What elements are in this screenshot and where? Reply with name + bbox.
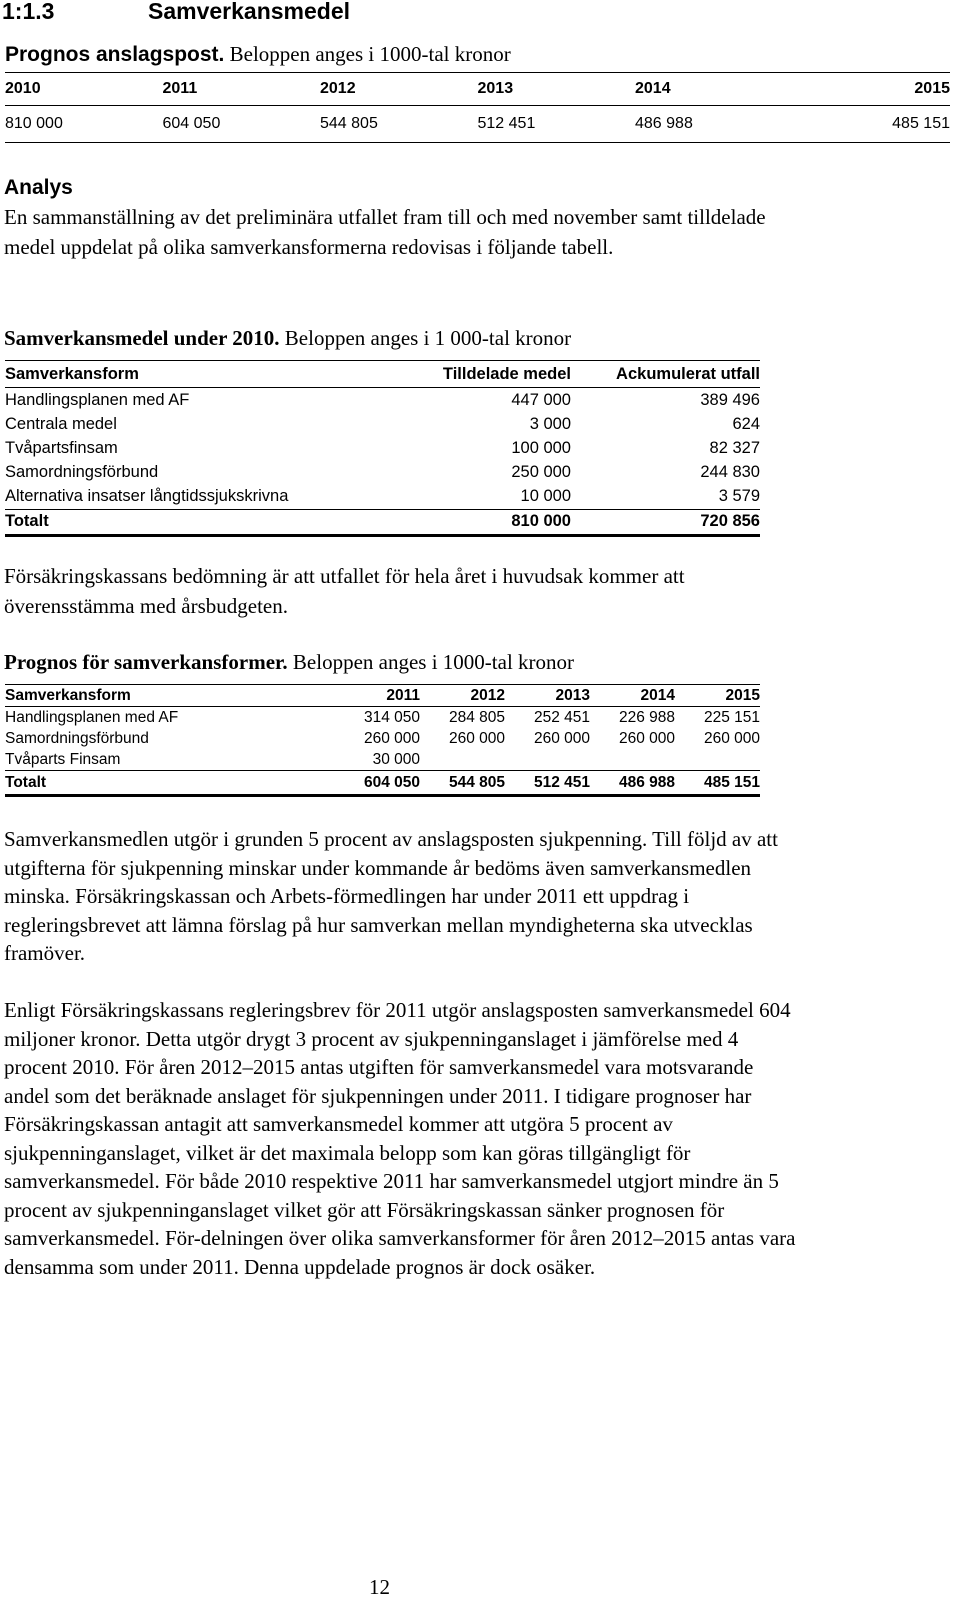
table-cell: 260 000 <box>703 729 760 747</box>
column-header: 2012 <box>420 685 505 707</box>
table-total-row <box>5 771 760 796</box>
table-header-row <box>5 73 950 106</box>
prognos-caption <box>4 650 574 675</box>
anslagspost-table <box>5 72 950 143</box>
section-number: 1:1.3 <box>2 0 55 24</box>
table-cell: 226 988 <box>618 708 675 726</box>
table-cell: 284 805 <box>448 708 505 726</box>
table-cell: 486 988 <box>590 771 675 796</box>
table2010-caption <box>4 326 571 351</box>
column-header: 2010 <box>5 73 163 106</box>
column-header: 2011 <box>163 73 321 106</box>
table2010-caption-rest: Beloppen anges i 1 000-tal kronor <box>279 326 572 350</box>
table-row <box>5 412 760 436</box>
table-cell: 544 805 <box>320 106 478 143</box>
table-row <box>5 436 760 460</box>
table-cell: Samordningsförbund <box>5 729 149 747</box>
table-cell <box>675 749 760 771</box>
table-row <box>5 485 760 510</box>
table-cell: Tvåpartsfinsam <box>5 438 118 457</box>
table-cell: Alternativa insatser långtidssjukskrivna <box>5 487 289 506</box>
table-cell: 260 000 <box>448 729 505 747</box>
table-cell: 485 151 <box>793 106 951 143</box>
table-cell: 260 000 <box>533 729 590 747</box>
table-cell: 485 151 <box>675 771 760 796</box>
table-row <box>5 749 760 771</box>
body-paragraph-1: Samverkansmedlen utgör i grunden 5 procent av anslagsposten sjukpenning. Till följd av att utgifterna för sjukpenning minskar under kommande år bedöms även samverkansmedlen minska. Försäkringskassan och Arbets-förmedlingen har under 2011 ett uppdrag i regleringsbrevet att lämna förslag på hur samverkan mellan myndigheterna ska utvecklas framöver. <box>4 827 778 965</box>
column-header: 2011 <box>335 685 420 707</box>
table-cell: 314 050 <box>363 708 420 726</box>
bedomning-paragraph: Försäkringskassans bedömning är att utfallet för hela året i huvudsak kommer att överensstämma med årsbudgeten. <box>4 564 685 618</box>
anslagspost-caption <box>5 42 511 67</box>
table-header-row <box>5 361 760 388</box>
section-title: Samverkansmedel <box>148 0 351 24</box>
table-cell: Centrala medel <box>5 414 117 433</box>
page-number: 12 <box>369 1575 390 1599</box>
column-header: 2012 <box>320 73 478 106</box>
table-cell: 260 000 <box>363 729 420 747</box>
table-cell: 447 000 <box>511 390 571 409</box>
table-cell: 544 805 <box>420 771 505 796</box>
table-cell <box>420 749 505 771</box>
table-cell: Totalt <box>5 509 385 535</box>
table-cell: 624 <box>732 414 760 433</box>
table-cell: 10 000 <box>520 487 571 506</box>
column-header: 2014 <box>635 73 793 106</box>
anslagspost-caption-bold: Prognos anslagspost. <box>5 43 225 66</box>
table-cell: 100 000 <box>511 438 571 457</box>
table-cell: 486 988 <box>635 106 793 143</box>
column-header: 2015 <box>793 73 951 106</box>
table-total-row <box>5 509 760 535</box>
table-cell: Samordningsförbund <box>5 463 159 482</box>
table-cell: 82 327 <box>709 438 760 457</box>
table-row <box>5 461 760 485</box>
table-cell: 512 451 <box>478 106 636 143</box>
table2010-caption-bold: Samverkansmedel under 2010. <box>4 326 280 350</box>
table-cell: 512 451 <box>505 771 590 796</box>
analys-paragraph: En sammanställning av det preliminära utfallet fram till och med november samt tilldelade medel uppdelat på olika samverkansformerna redovisas i följande tabell. <box>4 205 766 259</box>
anslagspost-caption-rest: Beloppen anges i 1000-tal kronor <box>224 42 511 66</box>
table-cell: 260 000 <box>618 729 675 747</box>
table-row <box>5 728 760 749</box>
table-cell: 604 050 <box>163 106 321 143</box>
column-header: 2013 <box>505 685 590 707</box>
table-row <box>5 388 760 413</box>
body-paragraph-2: Enligt Försäkringskassans regleringsbrev för 2011 utgör anslagsposten samverkansmedel 604 miljoner kronor. Detta utgör drygt 3 procent av sjukpenninganslaget i jämförelse med 4 procent 2010. För åren 2012–2015 antas utgiften för samverkansmedel vara motsvarande andel som det beräknade anslaget för sjukpenningen under 2011. I tidigare prognoser har Försäkringskassan antagit att samverkansmedel kommer att utgöra 5 procent av sjukpenninganslaget, vilket är det maximala belopp som kan göras tillgängligt för samverkansmedel. För både 2010 respektive 2011 har samverkansmedel utgjort mindre än 5 procent av sjukpenninganslaget vilket gör att Försäkringskassan sänker prognosen för samverkansmedel. För-delningen över olika samverkansformer för åren 2012–2015 antas vara densamma som under 2011. Denna uppdelade prognos är dock osäker. <box>4 998 796 1279</box>
table-cell <box>590 749 675 771</box>
table-row <box>5 707 760 729</box>
section-heading <box>2 0 350 25</box>
prognos-table <box>5 684 760 797</box>
table-cell <box>505 749 590 771</box>
table-cell: 810 000 <box>5 106 163 143</box>
table-cell: Handlingsplanen med AF <box>5 708 179 726</box>
table-cell: 810 000 <box>385 509 571 535</box>
table-cell: 3 579 <box>718 487 760 506</box>
table-cell: 604 050 <box>335 771 420 796</box>
table-cell: 30 000 <box>372 750 420 768</box>
column-header: 2013 <box>478 73 636 106</box>
table-cell: Totalt <box>5 771 335 796</box>
samverkansmedel-2010-table <box>5 360 760 537</box>
analys-heading: Analys <box>4 176 73 199</box>
column-header: Samverkansform <box>5 685 335 707</box>
table-cell: 720 856 <box>571 509 760 535</box>
column-header: 2015 <box>675 685 760 707</box>
table-row <box>5 106 950 143</box>
column-header: Tilldelade medel <box>385 361 571 388</box>
column-header: Samverkansform <box>5 361 385 388</box>
table-cell: Tvåparts Finsam <box>5 750 121 768</box>
table-cell: Handlingsplanen med AF <box>5 390 190 409</box>
table-cell: 252 451 <box>533 708 590 726</box>
table-cell: 244 830 <box>700 463 760 482</box>
table-cell: 389 496 <box>700 390 760 409</box>
prognos-caption-bold: Prognos för samverkansformer. <box>4 650 288 674</box>
column-header: Ackumulerat utfall <box>571 361 760 388</box>
table-header-row <box>5 685 760 707</box>
table-cell: 250 000 <box>511 463 571 482</box>
table-cell: 3 000 <box>529 414 571 433</box>
table-cell: 225 151 <box>703 708 760 726</box>
column-header: 2014 <box>590 685 675 707</box>
prognos-caption-rest: Beloppen anges i 1000-tal kronor <box>287 650 575 674</box>
